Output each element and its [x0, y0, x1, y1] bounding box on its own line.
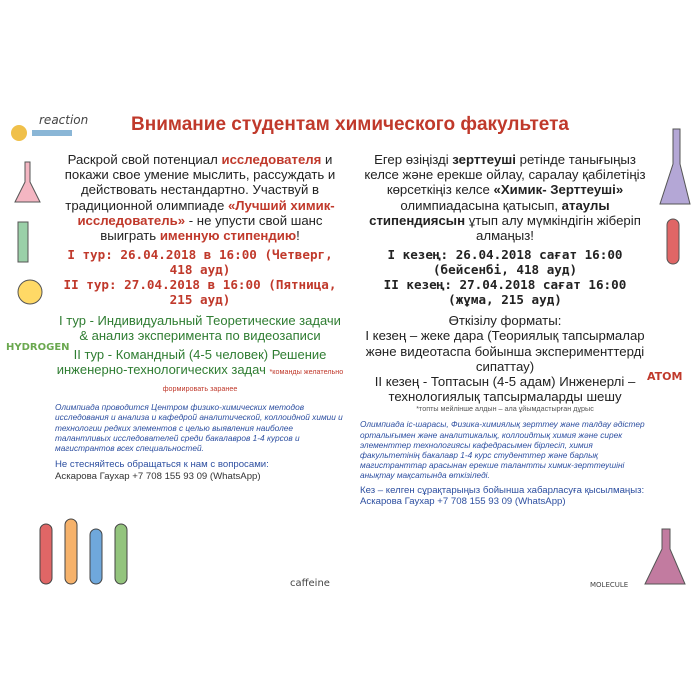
right-column [360, 152, 650, 508]
hydrogen-label: HYDROGEN [6, 342, 70, 353]
left-column [55, 152, 345, 482]
reaction-label: reaction [39, 113, 89, 127]
right-format-head: Өткізілу форматы: [448, 313, 562, 329]
right-tour1: I кезең: 26.04.2018 сағат 16:00 (бейсенбі, 418 ауд) [387, 247, 623, 278]
test-tube-icon [40, 524, 52, 584]
flask-icon [15, 162, 40, 202]
right-tour2: II кезең: 27.04.2018 сағат 16:00 (жұма, 215 ауд) [383, 277, 627, 308]
page-title: Внимание студентам химического факультета [131, 114, 569, 135]
caffeine-label: caffeine [290, 578, 330, 589]
left-flasks-doodle [10, 152, 50, 332]
right-bottom-flask-doodle [640, 524, 695, 594]
poster [0, 104, 700, 596]
tube-icon [32, 130, 72, 136]
atom-label: ATOM [647, 370, 683, 383]
right-flasks-doodle [655, 124, 700, 274]
right-org-note: Олимпиада іс-шарасы, Физика-химиялық зерттеу және талдау әдістер орталығымен және аналитикалық, коллоидтық химия және сирек элементтер технологиясы кафедрасымен бірлесіп, химия факультетінің бакалавр 1-4 курс студенттер және барлық магистранттар арасынан ерекше талантты химик-зерттеушіні анықтау мақсатында өткізіледі. [360, 419, 645, 481]
left-format2: II тур - Командный (4-5 человек) Решение инженерно-технологических задач *команды желательно формировать заранее [56, 347, 344, 394]
test-tube-icon [667, 219, 679, 264]
test-tube-icon [18, 222, 28, 262]
left-intro: Раскрой свой потенциал исследователя и покажи свое умение мыслить, рассуждать и действовать нестандартно. Участвуй в традиционной олимпиаде «Лучший химик-исследователь» - не упусти свой шанс выиграть именную стипендию! [64, 152, 336, 244]
test-tube-icon [90, 529, 102, 584]
right-intro: Егер өзіңізді зерттеуші ретінде танығыңыз келсе және ерекше ойлау, саралау қабілетіңіз көрсеткіңіз келсе «Химик- Зерттеуші» олимпиадасына қатысып, атаулы стипендиясын ұтып алу мүмкіндігін жіберіп алмаңыз! [364, 152, 646, 244]
left-org-note: Олимпиада проводится Центром физико-химических методов исследования и анализа и кафедрой аналитической, коллоидной химии и технологии редких элементов с целью выявления наиболее талантливых исследователей среди бакалавров 1-4 курсов и магистрантов всех специальностей. [55, 402, 343, 454]
reaction-doodle [4, 108, 94, 148]
right-format2: II кезең - Топтасын (4-5 адам) Инженерлі – технологиялық тапсырмаларды шешу [374, 374, 636, 405]
right-format-note: *топты мейлінше алдын – ала ұйымдастырған дұрыс [416, 404, 594, 414]
hydrogen-doodle [4, 334, 70, 358]
molecule-label: MOLECULE [590, 581, 629, 589]
left-tour2: II тур: 27.04.2018 в 16:00 (Пятница, 215 ауд) [63, 277, 337, 308]
test-tube-icon [115, 524, 127, 584]
flask-icon [11, 125, 27, 141]
right-contact-2: Аскарова Гаухар +7 708 155 93 09 (WhatsApp) [360, 496, 566, 508]
right-format1: I кезең – жеке дара (Теориялық тапсырмалар және видеотаспа бойынша эксперименттерді сипаттау) [365, 328, 645, 374]
left-tour1: I тур: 26.04.2018 в 16:00 (Четверг, 418 ауд) [67, 247, 333, 278]
test-tubes-doodle [30, 504, 160, 594]
right-contact-1: Кез – келген сұрақтарыңыз бойынша хабарласуға қысылмаңыз: [360, 484, 645, 496]
test-tube-icon [65, 519, 77, 584]
caffeine-doodle [290, 572, 350, 592]
left-contact-1: Не стесняйтесь обращаться к нам с вопросами: [55, 459, 269, 471]
left-format1: I тур - Индивидуальный Теоретические задачи & анализ эксперимента по видеозаписи [59, 313, 341, 344]
flask-icon [645, 529, 685, 584]
flask-icon [660, 129, 690, 204]
left-contact-2: Аскарова Гаухар +7 708 155 93 09 (WhatsApp) [55, 470, 261, 482]
atom-doodle [645, 366, 695, 386]
beaker-icon [18, 280, 42, 304]
